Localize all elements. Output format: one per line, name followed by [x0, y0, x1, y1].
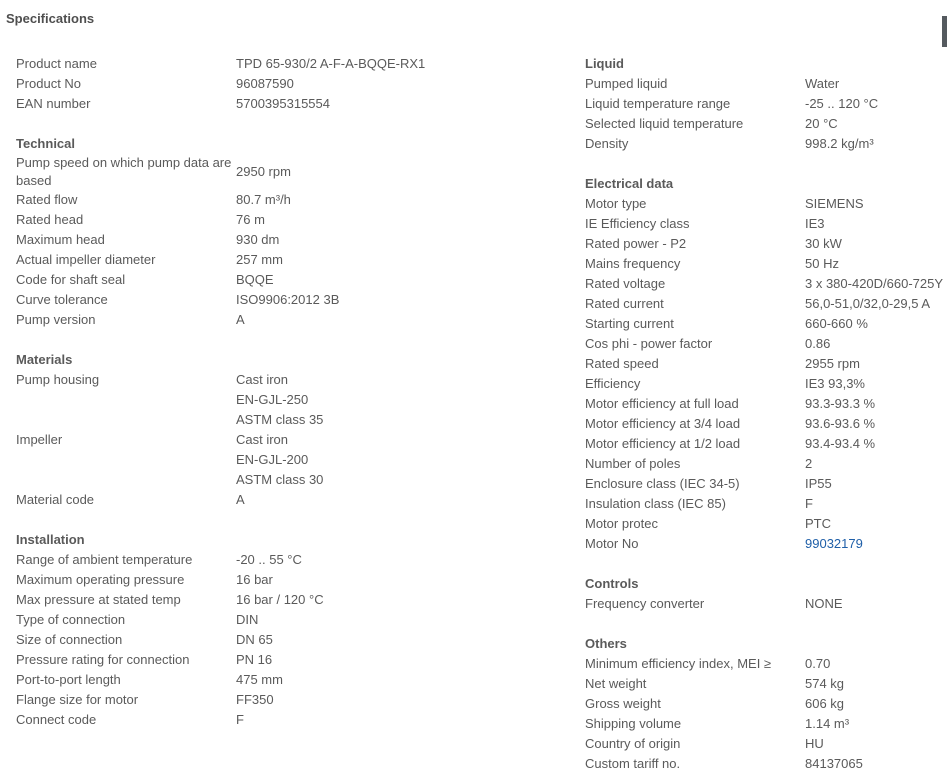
spec-value: IE3 93,3%	[805, 376, 865, 391]
spec-label: Enclosure class (IEC 34-5)	[585, 476, 740, 491]
spec-row	[585, 534, 947, 554]
spec-label: Rated voltage	[585, 276, 666, 291]
technical-section	[16, 134, 576, 330]
spec-value: 2955 rpm	[805, 356, 860, 371]
motor-no-link[interactable]: 99032179	[805, 536, 863, 551]
spec-value: 0.70	[805, 656, 831, 671]
spec-row	[16, 450, 576, 470]
spec-row	[16, 290, 576, 310]
spec-label: Pumped liquid	[585, 76, 668, 91]
spec-value: DIN	[236, 612, 259, 627]
spec-value: 5700395315554	[236, 96, 330, 111]
materials-section	[16, 350, 576, 510]
spec-value: 930 dm	[236, 232, 280, 247]
spec-value: 660-660 %	[805, 316, 868, 331]
section-heading-materials: Materials	[16, 352, 73, 367]
spec-row	[16, 410, 576, 430]
spec-value: 475 mm	[236, 672, 283, 687]
spec-row	[16, 430, 576, 450]
spec-label: Curve tolerance	[16, 292, 108, 307]
spec-value: -20 .. 55 °C	[236, 552, 302, 567]
spec-label: Rated power - P2	[585, 236, 687, 251]
spec-label: Connect code	[16, 712, 97, 727]
spec-value: 93.3-93.3 %	[805, 396, 876, 411]
spec-value: EN-GJL-250	[236, 392, 309, 407]
spec-value: HU	[805, 736, 824, 751]
section-heading-electrical: Electrical data	[585, 176, 674, 191]
spec-row	[585, 74, 947, 94]
section-heading-liquid: Liquid	[585, 56, 624, 71]
spec-row	[585, 114, 947, 134]
spec-value: 30 kW	[805, 236, 842, 251]
spec-value: 1.14 m³	[805, 716, 850, 731]
spec-row	[16, 310, 576, 330]
spec-value: 50 Hz	[805, 256, 839, 271]
spec-label: Custom tariff no.	[585, 756, 681, 771]
spec-label: Rated head	[16, 212, 84, 227]
spec-row	[585, 234, 947, 254]
spec-label: Selected liquid temperature	[585, 116, 744, 131]
spec-label: Type of connection	[16, 612, 126, 627]
spec-label: Mains frequency	[585, 256, 681, 271]
spec-label: Pump housing	[16, 372, 100, 387]
spec-row	[16, 570, 576, 590]
spec-label: Product No	[16, 76, 82, 91]
spec-row	[16, 670, 576, 690]
spec-value: Water	[805, 76, 840, 91]
spec-row	[585, 214, 947, 234]
spec-value: 16 bar	[236, 572, 273, 587]
spec-row	[16, 630, 576, 650]
installation-section	[16, 530, 576, 730]
spec-row	[585, 734, 947, 754]
spec-value: 93.6-93.6 %	[805, 416, 876, 431]
spec-row	[16, 210, 576, 230]
spec-label: Liquid temperature range	[585, 96, 731, 111]
spec-label: Rated flow	[16, 192, 78, 207]
general-section	[16, 54, 576, 114]
spec-label: Pressure rating for connection	[16, 652, 190, 667]
spec-value: SIEMENS	[805, 196, 864, 211]
section-heading-technical: Technical	[16, 136, 76, 151]
spec-label: Shipping volume	[585, 716, 682, 731]
spec-value: 998.2 kg/m³	[805, 136, 874, 151]
spec-row	[585, 314, 947, 334]
spec-row	[585, 754, 947, 774]
spec-value: DN 65	[236, 632, 273, 647]
spec-label: Port-to-port length	[16, 672, 121, 687]
spec-label: Material code	[16, 492, 95, 507]
spec-label: Maximum head	[16, 232, 105, 247]
spec-value: F	[236, 712, 244, 727]
page-title: Specifications	[6, 11, 95, 26]
spec-value: 84137065	[805, 756, 863, 771]
spec-value: ISO9906:2012 3B	[236, 292, 340, 307]
spec-label: Frequency converter	[585, 596, 705, 611]
spec-value: TPD 65-930/2 A-F-A-BQQE-RX1	[236, 56, 426, 71]
liquid-section	[585, 54, 947, 154]
spec-row	[16, 610, 576, 630]
spec-label: Number of poles	[585, 456, 681, 471]
spec-row	[585, 354, 947, 374]
spec-value: 3 x 380-420D/660-725Y	[805, 276, 944, 291]
spec-label: Pump speed on which pump data are based	[16, 155, 232, 188]
spec-row	[16, 470, 576, 490]
spec-row	[585, 94, 947, 114]
spec-label: Starting current	[585, 316, 674, 331]
spec-value: PN 16	[236, 652, 273, 667]
spec-label: Motor protec	[585, 516, 658, 531]
spec-label: EAN number	[16, 96, 91, 111]
section-heading-installation: Installation	[16, 532, 85, 547]
spec-value: 2	[805, 456, 813, 471]
spec-label: Motor efficiency at 3/4 load	[585, 416, 741, 431]
spec-label: Flange size for motor	[16, 692, 139, 707]
spec-label: Efficiency	[585, 376, 641, 391]
spec-value: A	[236, 312, 245, 327]
spec-row	[585, 714, 947, 734]
spec-column-left	[16, 54, 576, 730]
spec-row	[585, 594, 947, 614]
spec-label: Insulation class (IEC 85)	[585, 496, 726, 511]
spec-label: Country of origin	[585, 736, 681, 751]
spec-value: -25 .. 120 °C	[805, 96, 879, 111]
spec-column-right	[585, 54, 947, 774]
spec-label: IE Efficiency class	[585, 216, 690, 231]
spec-value: Cast iron	[236, 432, 289, 447]
spec-value: IP55	[805, 476, 832, 491]
spec-value: 80.7 m³/h	[236, 192, 291, 207]
spec-row	[16, 54, 576, 74]
spec-value: Cast iron	[236, 372, 289, 387]
spec-row	[16, 650, 576, 670]
spec-label: Rated speed	[585, 356, 659, 371]
spec-label: Motor efficiency at full load	[585, 396, 739, 411]
spec-row	[16, 370, 576, 390]
spec-row	[16, 154, 576, 190]
spec-value: 16 bar / 120 °C	[236, 592, 324, 607]
spec-row	[585, 414, 947, 434]
spec-row	[16, 190, 576, 210]
spec-label: Max pressure at stated temp	[16, 592, 181, 607]
spec-row	[585, 274, 947, 294]
spec-label: Impeller	[16, 432, 63, 447]
spec-row	[585, 374, 947, 394]
spec-row	[585, 294, 947, 314]
spec-label: Range of ambient temperature	[16, 552, 193, 567]
spec-row	[16, 490, 576, 510]
spec-label: Minimum efficiency index, MEI ≥	[585, 656, 772, 671]
spec-value: FF350	[236, 692, 274, 707]
spec-row	[585, 674, 947, 694]
spec-row	[585, 254, 947, 274]
spec-row	[16, 270, 576, 290]
spec-value: 76 m	[236, 212, 265, 227]
spec-row	[16, 550, 576, 570]
section-heading-others: Others	[585, 636, 627, 651]
spec-row	[585, 134, 947, 154]
electrical-section	[585, 174, 947, 554]
spec-label: Maximum operating pressure	[16, 572, 185, 587]
spec-value: EN-GJL-200	[236, 452, 309, 467]
spec-label: Size of connection	[16, 632, 123, 647]
spec-row	[16, 590, 576, 610]
spec-row	[585, 494, 947, 514]
spec-row	[16, 94, 576, 114]
spec-label: Motor type	[585, 196, 647, 211]
spec-value: 96087590	[236, 76, 294, 91]
scrollbar-thumb[interactable]	[942, 16, 947, 47]
spec-label: Actual impeller diameter	[16, 252, 156, 267]
spec-value: 574 kg	[805, 676, 845, 691]
controls-section	[585, 574, 947, 614]
spec-row	[585, 334, 947, 354]
spec-label: Net weight	[585, 676, 647, 691]
section-heading-controls: Controls	[585, 576, 639, 591]
spec-label: Gross weight	[585, 696, 661, 711]
spec-row	[16, 74, 576, 94]
spec-value: F	[805, 496, 813, 511]
spec-value: 606 kg	[805, 696, 845, 711]
spec-row	[16, 390, 576, 410]
spec-value: ASTM class 30	[236, 472, 324, 487]
spec-value: 2950 rpm	[236, 164, 291, 179]
spec-label: Code for shaft seal	[16, 272, 126, 287]
spec-row	[585, 194, 947, 214]
spec-label: Product name	[16, 56, 97, 71]
spec-row	[585, 434, 947, 454]
spec-row	[585, 654, 947, 674]
spec-row	[585, 394, 947, 414]
spec-value: 257 mm	[236, 252, 283, 267]
spec-value: PTC	[805, 516, 831, 531]
spec-row	[585, 694, 947, 714]
spec-value: 20 °C	[805, 116, 838, 131]
spec-label: Motor efficiency at 1/2 load	[585, 436, 741, 451]
spec-row	[585, 514, 947, 534]
spec-row	[16, 710, 576, 730]
others-section	[585, 634, 947, 774]
spec-label: Rated current	[585, 296, 664, 311]
spec-label: Motor No	[585, 536, 639, 551]
spec-value: 56,0-51,0/32,0-29,5 A	[805, 296, 931, 311]
spec-value: 0.86	[805, 336, 831, 351]
spec-row	[16, 250, 576, 270]
spec-label: Density	[585, 136, 629, 151]
spec-row	[585, 474, 947, 494]
spec-value: BQQE	[236, 272, 274, 287]
spec-value: ASTM class 35	[236, 412, 324, 427]
spec-value: 93.4-93.4 %	[805, 436, 876, 451]
spec-value: A	[236, 492, 245, 507]
spec-row	[16, 690, 576, 710]
spec-value: NONE	[805, 596, 843, 611]
spec-label: Pump version	[16, 312, 96, 327]
spec-row	[16, 230, 576, 250]
spec-row	[585, 454, 947, 474]
spec-label: Cos phi - power factor	[585, 336, 713, 351]
spec-value: IE3	[805, 216, 825, 231]
